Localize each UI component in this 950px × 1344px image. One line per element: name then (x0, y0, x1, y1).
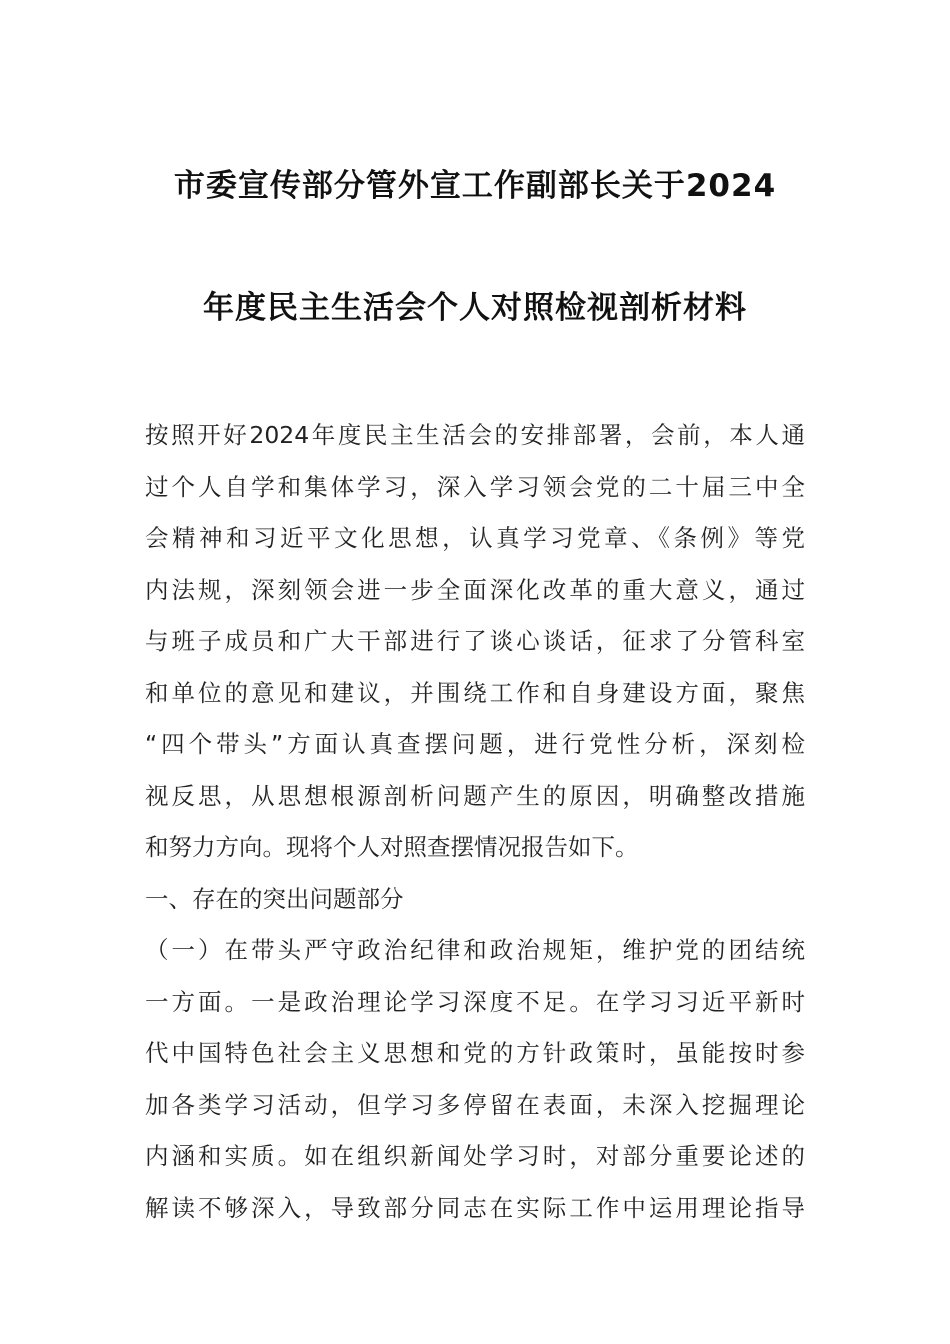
body-line: 一方面。一是政治理论学习深度不足。在学习习近平新时 (145, 987, 805, 1016)
body-line: 加各类学习活动，但学习多停留在表面，未深入挖掘理论 (145, 1090, 805, 1119)
body-line: 与班子成员和广大干部进行了谈心谈话，征求了分管科室 (145, 627, 805, 655)
body-line: 会精神和习近平文化思想，认真学习党章、《条例》等党 (145, 524, 805, 552)
section-heading: 一、存在的突出问题部分 (145, 884, 404, 913)
body-line: 内法规，深刻领会进一步全面深化改革的重大意义，通过 (145, 575, 805, 604)
body-line: 视反思，从思想根源剖析问题产生的原因，明确整改措施 (145, 781, 805, 810)
body-line: （一）在带头严守政治纪律和政治规矩，维护党的团结统 (145, 936, 805, 964)
document-title-line-2: 年度民主生活会个人对照检视剖析材料 (203, 290, 747, 326)
body-line: 和单位的意见和建议，并围绕工作和自身建设方面，聚焦 (145, 678, 805, 707)
body-line: 解读不够深入，导致部分同志在实际工作中运用理论指导 (145, 1193, 805, 1222)
body-line: 代中国特色社会主义思想和党的方针政策时，虽能按时参 (145, 1039, 805, 1067)
body-line: “四个带头”方面认真查摆问题，进行党性分析，深刻检 (145, 730, 805, 758)
body-line: 内涵和实质。如在组织新闻处学习时，对部分重要论述的 (145, 1142, 805, 1170)
document-body (145, 410, 805, 1234)
body-line: 按照开好2024年度民主生活会的安排部署，会前，本人通 (145, 421, 805, 449)
body-line: 过个人自学和集体学习，深入学习领会党的二十届三中全 (145, 472, 805, 501)
body-line: 和努力方向。现将个人对照查摆情况报告如下。 (145, 833, 639, 861)
document-title-line-1: 市委宣传部分管外宣工作副部长关于2024 (173, 168, 777, 204)
